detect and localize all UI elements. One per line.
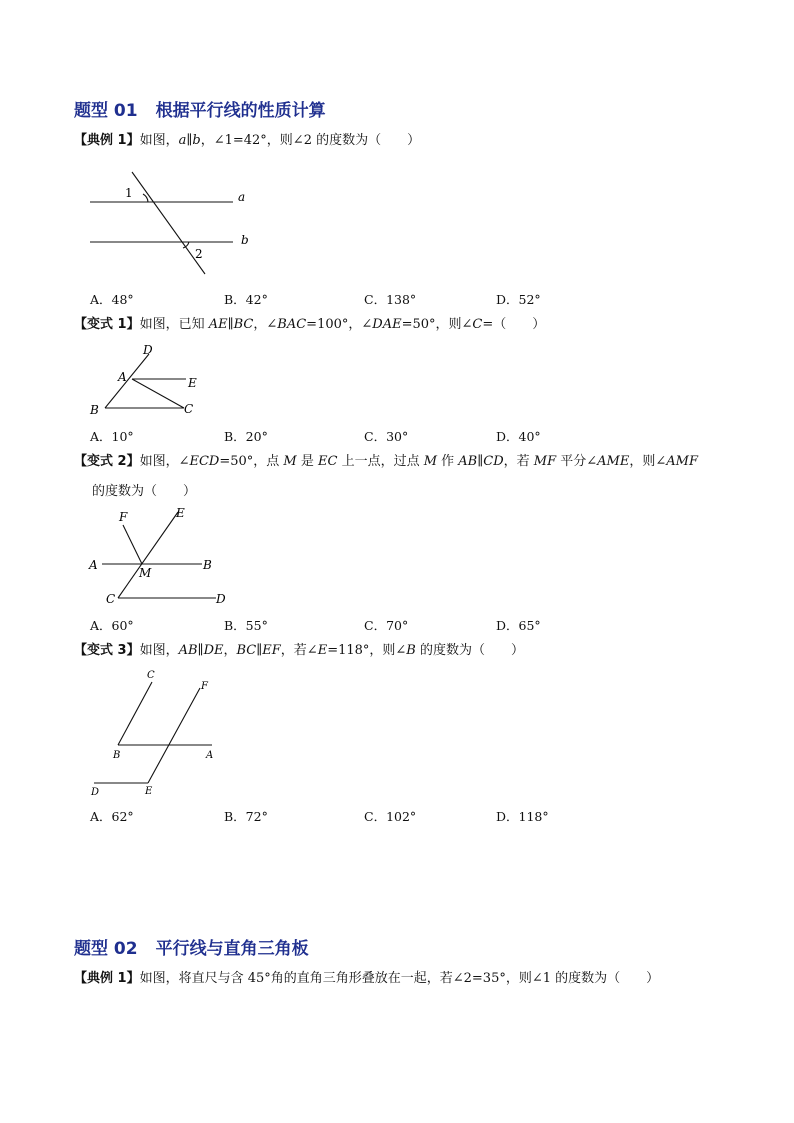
q-var: AB xyxy=(178,643,198,658)
label-a: A xyxy=(118,370,127,384)
figure-q4 xyxy=(88,666,228,801)
section-number: 题型 02 xyxy=(74,939,138,959)
label-e: E xyxy=(145,786,153,797)
q-text: =118°，则∠ xyxy=(327,643,407,658)
q-var: M xyxy=(423,454,438,469)
figure-q3 xyxy=(88,504,238,608)
label-a: a xyxy=(238,190,246,204)
question-1 xyxy=(74,130,420,152)
label-d: D xyxy=(216,592,226,606)
segment-ac xyxy=(132,379,184,408)
label-d: D xyxy=(143,343,153,357)
label-d: D xyxy=(91,787,100,798)
section-name: 平行线与直角三角板 xyxy=(155,939,309,959)
ray-ef xyxy=(148,688,200,783)
option-b[interactable]: B．20° xyxy=(224,429,268,444)
question-4 xyxy=(74,640,524,662)
q-var: EF xyxy=(262,643,281,658)
q-var: MF xyxy=(533,454,557,469)
label-m: M xyxy=(139,566,152,580)
question-2 xyxy=(74,314,545,336)
q-var: EC xyxy=(318,454,338,469)
option-d[interactable]: D．52° xyxy=(496,292,541,307)
option-c[interactable]: C．138° xyxy=(364,292,417,307)
q-var: a xyxy=(178,133,187,148)
q-var: BC xyxy=(236,643,257,658)
question-tag: 【典例 1】 xyxy=(74,133,140,148)
label-1: 1 xyxy=(125,186,133,200)
q-text: 如图， xyxy=(139,133,179,148)
section-number: 题型 01 xyxy=(74,101,138,121)
label-b: B xyxy=(203,558,212,572)
q-text: 如图，已知 xyxy=(139,317,209,332)
q-var: DE xyxy=(203,643,224,658)
q-var: E xyxy=(317,643,328,658)
question-tag: 【典例 1】 xyxy=(74,971,140,986)
option-b[interactable]: B．72° xyxy=(224,809,268,824)
label-a: A xyxy=(89,558,98,572)
q-text: =50°，点 xyxy=(219,454,284,469)
question-tag: 【变式 2】 xyxy=(74,454,140,469)
q-text: ， xyxy=(223,643,237,658)
q-text: 作 xyxy=(437,454,459,469)
label-a: A xyxy=(206,750,214,761)
label-b: B xyxy=(113,750,121,761)
line-bd xyxy=(105,354,149,408)
q-var: C xyxy=(472,317,483,332)
label-e: E xyxy=(188,376,197,390)
q-text: =（ ） xyxy=(482,317,546,332)
q-text: ，若∠ xyxy=(280,643,318,658)
label-b: B xyxy=(90,403,99,417)
figure-q2 xyxy=(88,342,218,422)
q-text: 平分∠ xyxy=(556,454,598,469)
angle-1-arc xyxy=(143,194,148,202)
question-tag: 【变式 3】 xyxy=(74,643,140,658)
q-text: ∥ xyxy=(186,133,193,148)
question-tag: 【变式 1】 xyxy=(74,317,140,332)
q-text: 如图，将直尺与含 45°角的直角三角形叠放在一起，若∠2=35°，则∠1 的度数为（ ） xyxy=(139,971,660,986)
q-text: 如图， xyxy=(139,643,179,658)
option-c[interactable]: C．102° xyxy=(364,809,417,824)
q-text: ，若 xyxy=(503,454,534,469)
option-a[interactable]: A．60° xyxy=(90,618,134,633)
q-var: B xyxy=(406,643,416,658)
ray-mf xyxy=(123,525,142,564)
q-text: ，则∠ xyxy=(629,454,667,469)
q-var: CD xyxy=(483,454,504,469)
q-text: 如图，∠ xyxy=(139,454,190,469)
section-title-01 xyxy=(74,96,326,121)
label-c: C xyxy=(184,402,194,416)
question-3-line2: 的度数为（ ） xyxy=(92,484,197,499)
question-5 xyxy=(74,968,659,990)
q-var: AB xyxy=(458,454,478,469)
q-var: AMF xyxy=(666,454,698,469)
option-b[interactable]: B．55° xyxy=(224,618,268,633)
q-text: 的度数为（ ） xyxy=(415,643,524,658)
option-a[interactable]: A．48° xyxy=(90,292,134,307)
q-var: AE xyxy=(208,317,228,332)
option-d[interactable]: D．118° xyxy=(496,809,549,824)
q-text: =50°，则∠ xyxy=(401,317,473,332)
section-name: 根据平行线的性质计算 xyxy=(155,101,326,121)
option-a[interactable]: A．62° xyxy=(90,809,134,824)
q-text: ∥ xyxy=(197,643,204,658)
option-c[interactable]: C．30° xyxy=(364,429,409,444)
line-ce xyxy=(118,512,178,598)
q-text: ∥ xyxy=(256,643,263,658)
option-a[interactable]: A．10° xyxy=(90,429,134,444)
question-3 xyxy=(74,451,698,473)
q-var: M xyxy=(283,454,297,469)
label-f: F xyxy=(119,510,128,524)
label-2: 2 xyxy=(195,247,203,261)
label-b: b xyxy=(241,233,249,247)
section-title-02 xyxy=(74,934,309,959)
q-var: BAC xyxy=(277,317,307,332)
q-var: ECD xyxy=(189,454,220,469)
q-var: b xyxy=(192,133,201,148)
q-var: DAE xyxy=(372,317,402,332)
ray-bc xyxy=(118,682,152,745)
label-f: F xyxy=(201,681,208,692)
q-text: 上一点，过点 xyxy=(337,454,424,469)
q-var: BC xyxy=(233,317,254,332)
q-text: ，∠ xyxy=(253,317,278,332)
option-c[interactable]: C．70° xyxy=(364,618,409,633)
q-text: =100°，∠ xyxy=(306,317,373,332)
q-text: ∥ xyxy=(477,454,484,469)
option-b[interactable]: B．42° xyxy=(224,292,268,307)
label-e: E xyxy=(176,506,185,520)
q-text: ，∠1=42°，则∠2 的度数为（ ） xyxy=(200,133,421,148)
option-d[interactable]: D．40° xyxy=(496,429,541,444)
figure-q1 xyxy=(88,160,268,280)
label-c: C xyxy=(147,670,155,681)
label-c: C xyxy=(106,592,116,606)
q-var: AME xyxy=(597,454,630,469)
q-text: 是 xyxy=(296,454,318,469)
q-text: ∥ xyxy=(227,317,234,332)
option-d[interactable]: D．65° xyxy=(496,618,541,633)
